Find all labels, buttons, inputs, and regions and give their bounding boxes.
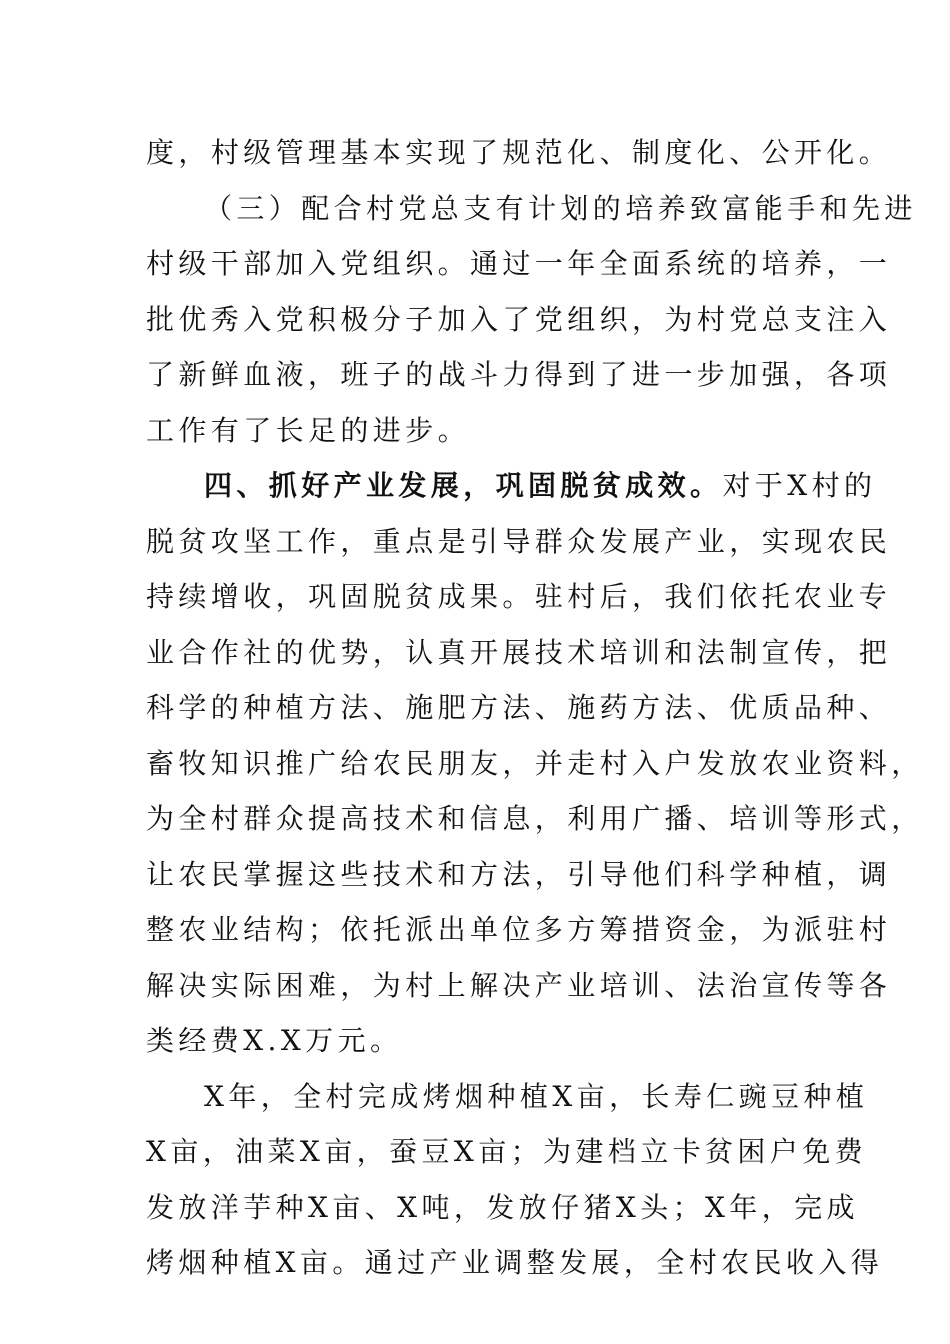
text-line: X年，全村完成烤烟种植X亩，长寿仁豌豆种植 — [204, 1079, 869, 1113]
text-line: 持续增收，巩固脱贫成果。驻村后，我们依托农业专 — [146, 580, 892, 613]
text-line: 畜牧知识推广给农民朋友，并走村入户发放农业资料， — [146, 746, 924, 780]
text-line: 让农民掌握这些技术和方法，引导他们科学种植，调 — [146, 857, 892, 891]
text-line: 为全村群众提高技术和信息，利用广播、培训等形式， — [146, 802, 924, 835]
text-line: 类经费X.X万元。 — [146, 1024, 403, 1057]
section-heading-line — [146, 458, 877, 514]
text-line: 业合作社的优势，认真开展技术培训和法制宣传，把 — [146, 635, 892, 669]
text-line: 整农业结构；依托派出单位多方筹措资金，为派驻村 — [146, 913, 892, 946]
text-line: 科学的种植方法、施肥方法、施药方法、优质品种、 — [146, 691, 892, 724]
text-line: 了新鲜血液，班子的战斗力得到了进一步加强，各项 — [146, 358, 892, 391]
text-line: 解决实际困难，为村上解决产业培训、法治宣传等各 — [146, 968, 892, 1002]
section-heading: 四、抓好产业发展，巩固脱贫成效。 — [204, 469, 723, 502]
text-line: 批优秀入党积极分子加入了党组织，为村党总支注入 — [146, 302, 892, 336]
text-line: X亩，油菜X亩，蚕豆X亩；为建档立卡贫困户免费 — [146, 1135, 868, 1168]
text-line: 工作有了长足的进步。 — [146, 413, 471, 447]
text-line: 烤烟种植X亩。通过产业调整发展，全村农民收入得 — [146, 1246, 884, 1279]
text-line-continuation: 对于X村的 — [722, 469, 877, 502]
text-line: 度，村级管理基本实现了规范化、制度化、公开化。 — [146, 136, 892, 169]
body-text — [146, 125, 924, 1291]
text-line: 发放洋芋种X亩、X吨，发放仔猪X头；X年，完成 — [146, 1190, 859, 1224]
text-line: 村级干部加入党组织。通过一年全面系统的培养，一 — [146, 247, 892, 280]
text-line: （三）配合村党总支有计划的培养致富能手和先进 — [204, 191, 917, 225]
text-line: 脱贫攻坚工作，重点是引导群众发展产业，实现农民 — [146, 524, 892, 558]
